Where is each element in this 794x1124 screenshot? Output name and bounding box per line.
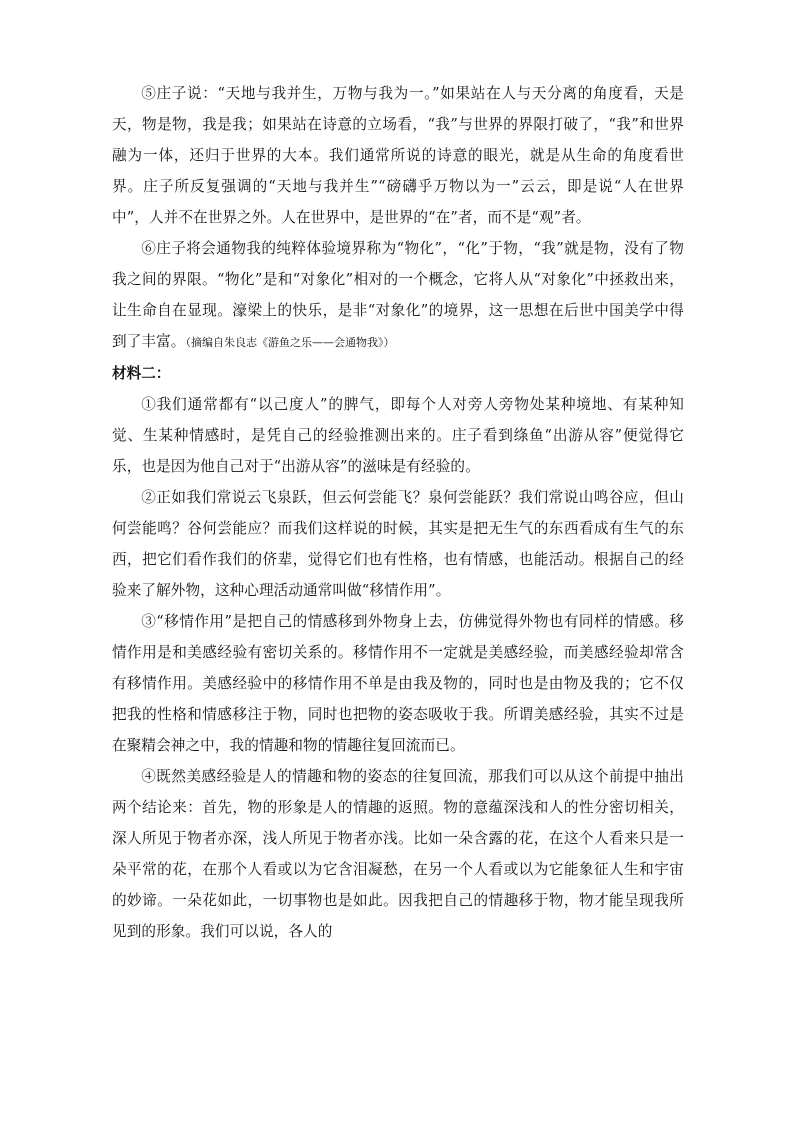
material-2-paragraph-2: ②正如我们常说云飞泉跃，但云何尝能飞？泉何尝能跃？我们常说山鸣谷应，但山何尝能鸣？谷何尝能应？而我们这样说的时候，其实是把无生气的东西看成有生气的东西，把它们看作我们的侪辈，觉得它们也有性格，也有情感，也能活动。根据自己的经验来了解外物，这种心理活动通常叫做“移情作用”。 [112,489,684,599]
material-2-paragraph-3: ③“移情作用”是把自己的情感移到外物身上去，仿佛觉得外物也有同样的情感。移情作用是和美感经验有密切关系的。移情作用不一定就是美感经验，而美感经验却常含有移情作用。美感经验中的移情作用不单是由我及物的，同时也是由物及我的；它不仅把我的性格和情感移注于物，同时也把物的姿态吸收于我。所谓美感经验，其实不过是在聚精会神之中，我的情趣和物的情趣往复回流而已。 [112,613,684,754]
paragraph-6-text: ⑥庄子将会通物我的纯粹体验境界称为“物化”，“化”于物，“我”就是物，没有了物我之间的界限。“物化”是和“对象化”相对的一个概念，它将人从“对象化”中拯救出来，让生命自在显现。濠梁上的快乐，是非“对象化”的境界，这一思想在后世中国美学中得到了丰富。 [112,240,684,350]
source-note: （摘编自朱良志《游鱼之乐——会通物我》） [185,336,395,349]
paragraph-5: ⑤庄子说：“天地与我并生，万物与我为一。”如果站在人与天分离的角度看，天是天，物是物，我是我；如果站在诗意的立场看，“我”与世界的界限打破了，“我”和世界融为一体，还归于世界的大本。我们通常所说的诗意的眼光，就是从生命的角度看世界。庄子所反复强调的“天地与我并生”“磅礴乎万物以为一”云云，即是说“人在世界中”，人并不在世界之外。人在世界中，是世界的“在”者，而不是“观”者。 [112,85,684,226]
material-2-paragraph-1: ①我们通常都有“以己度人”的脾气，即每个人对旁人旁物处某种境地、有某种知觉、生某种情感时，是凭自己的经验推测出来的。庄子看到绦鱼“出游从容”便觉得它乐，也是因为他自己对于“出游从容”的滋味是有经验的。 [112,396,684,475]
material-2-paragraph-4: ④既然美感经验是人的情趣和物的姿态的往复回流，那我们可以从这个前提中抽出两个结论来：首先，物的形象是人的情趣的返照。物的意蕴深浅和人的性分密切相关，深人所见于物者亦深，浅人所见于物者亦浅。比如一朵含露的花，在这个人看来只是一朵平常的花，在那个人看或以为它含泪凝愁，在另一个人看或以为它能象征人生和宇宙的妙谛。一朵花如此，一切事物也是如此。因我把自己的情趣移于物，物才能呈现我所见到的形象。我们可以说，各人的 [112,768,684,940]
paragraph-6 [112,233,684,358]
document-page [112,78,684,947]
material-2-heading: 材料二： [112,365,171,382]
